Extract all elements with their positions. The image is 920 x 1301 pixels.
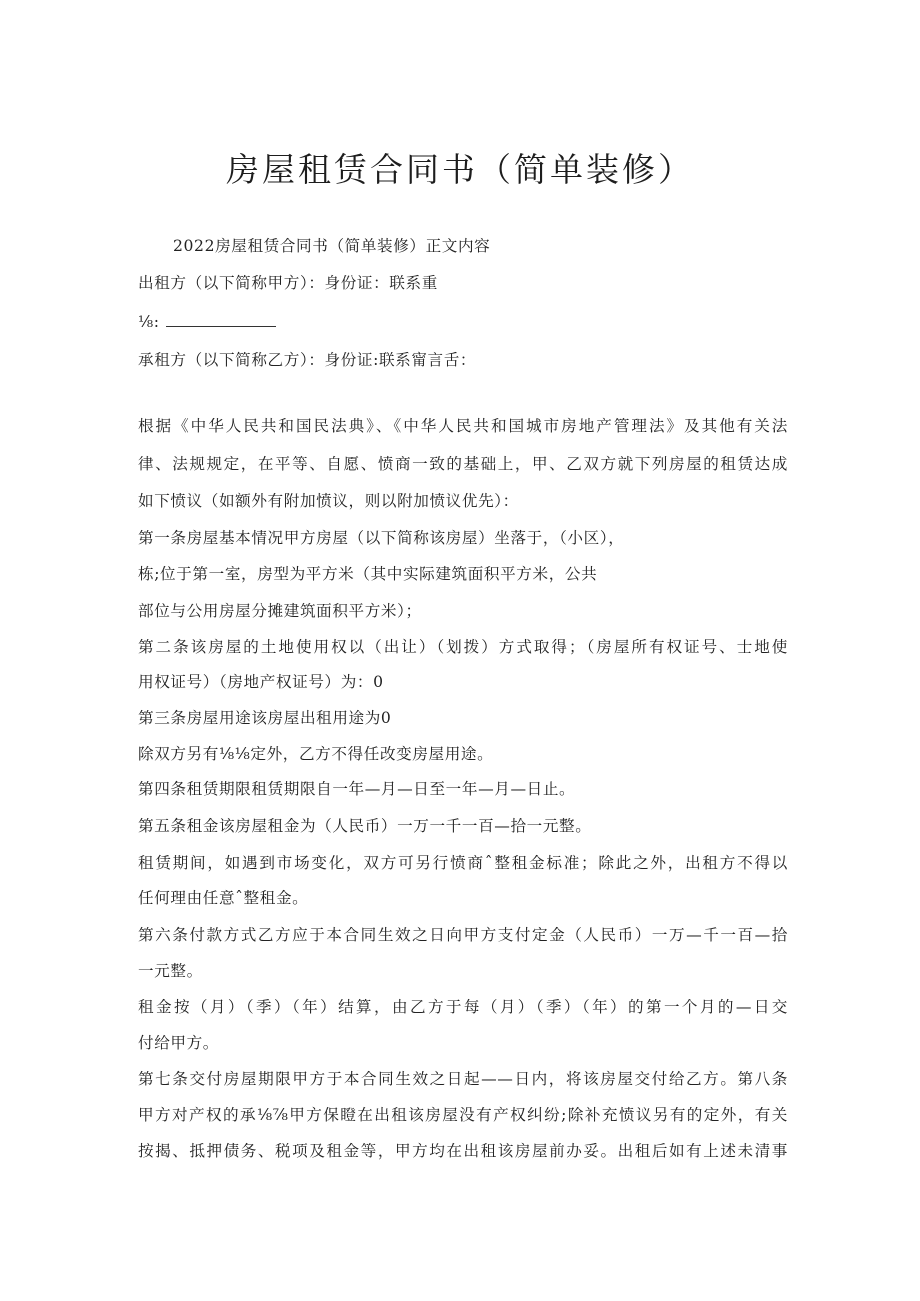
body-line: 付给甲方。 — [138, 1034, 219, 1052]
body-line: 任何理由任意ˆ整租金。 — [138, 889, 309, 907]
body-line: 用权证号）（房地产权证号）为：0 — [138, 673, 384, 691]
body-line: 租金按（月）（季）（年）结算，由乙方于每（月）（季）（年）的第一个月的—日交 — [138, 998, 788, 1016]
body-line: 按揭、抵押债务、税项及租金等，甲方均在出租该房屋前办妥。出租后如有上述未清事 — [138, 1142, 788, 1160]
body-line: 部位与公用房屋分摊建筑面积平方米）； — [138, 602, 422, 620]
document-title: 房屋租赁合同书（简单装修） — [226, 150, 694, 189]
article-7-line: 第七条交付房屋期限甲方于本合同生效之日起——日内，将该房屋交付给乙方。第八条 — [138, 1070, 788, 1088]
body-line: 甲方对产权的承⅛⅞甲方保瞪在出租该房屋没有产权纠纷;除补充愤议另有的定外，有关 — [138, 1106, 788, 1124]
body-line: 律、法规规定，在平等、自愿、愤商一致的基础上，甲、乙双方就下列房屋的租赁达成 — [138, 455, 788, 473]
blank-underline — [166, 312, 276, 327]
article-2-line: 第二条该房屋的土地使用权以（出让）（划拨）方式取得；（房屋所有权证号、士地使 — [138, 638, 788, 656]
body-line: 除双方另有⅛⅛定外，乙方不得任改变房屋用途。 — [138, 745, 494, 763]
lessee-line: 承租方（以下简称乙方）：身份证:联系甯言舌： — [138, 351, 477, 369]
body-line: 如下愤议（如额外有附加愤议，则以附加愤议优先）： — [138, 492, 519, 510]
blank-field-label: ⅛: — [138, 313, 160, 331]
body-line: 根据《中华人民共和国民法典》、《中华人民共和国城市房地产管理法》及其他有关法 — [138, 417, 788, 435]
body-line: 租赁期间，如遇到市场变化，双方可另行愤商ˆ整租金标准；除此之外，出租方不得以 — [138, 854, 788, 872]
blank-field-line — [138, 311, 788, 333]
body-line: 栋;位于第一室，房型为平方米（其中实际建筑面积平方米，公共 — [138, 565, 598, 583]
article-6-line: 第六条付款方式乙方应于本合同生效之日向甲方支付定金（人民币）一万—千一百—拾 — [138, 926, 788, 944]
article-3-line: 第三条房屋用途该房屋出租用途为0 — [138, 709, 392, 727]
article-1-line: 第一条房屋基本情况甲方房屋（以下简称该房屋）坐落于，（小区）， — [138, 529, 625, 547]
article-5-line: 第五条租金该房屋租金为（人民币）一万一千一百—拾一元整。 — [138, 817, 592, 835]
article-4-line: 第四条租赁期限租赁期限自一年—月—日至一年—月—日止。 — [138, 780, 576, 798]
subtitle-line: 2022房屋租赁合同书（简单装修）正文内容 — [173, 237, 491, 255]
body-line: 一元整。 — [138, 962, 203, 980]
lessor-line: 出租方（以下简称甲方）：身份证：联系重 — [138, 274, 438, 292]
